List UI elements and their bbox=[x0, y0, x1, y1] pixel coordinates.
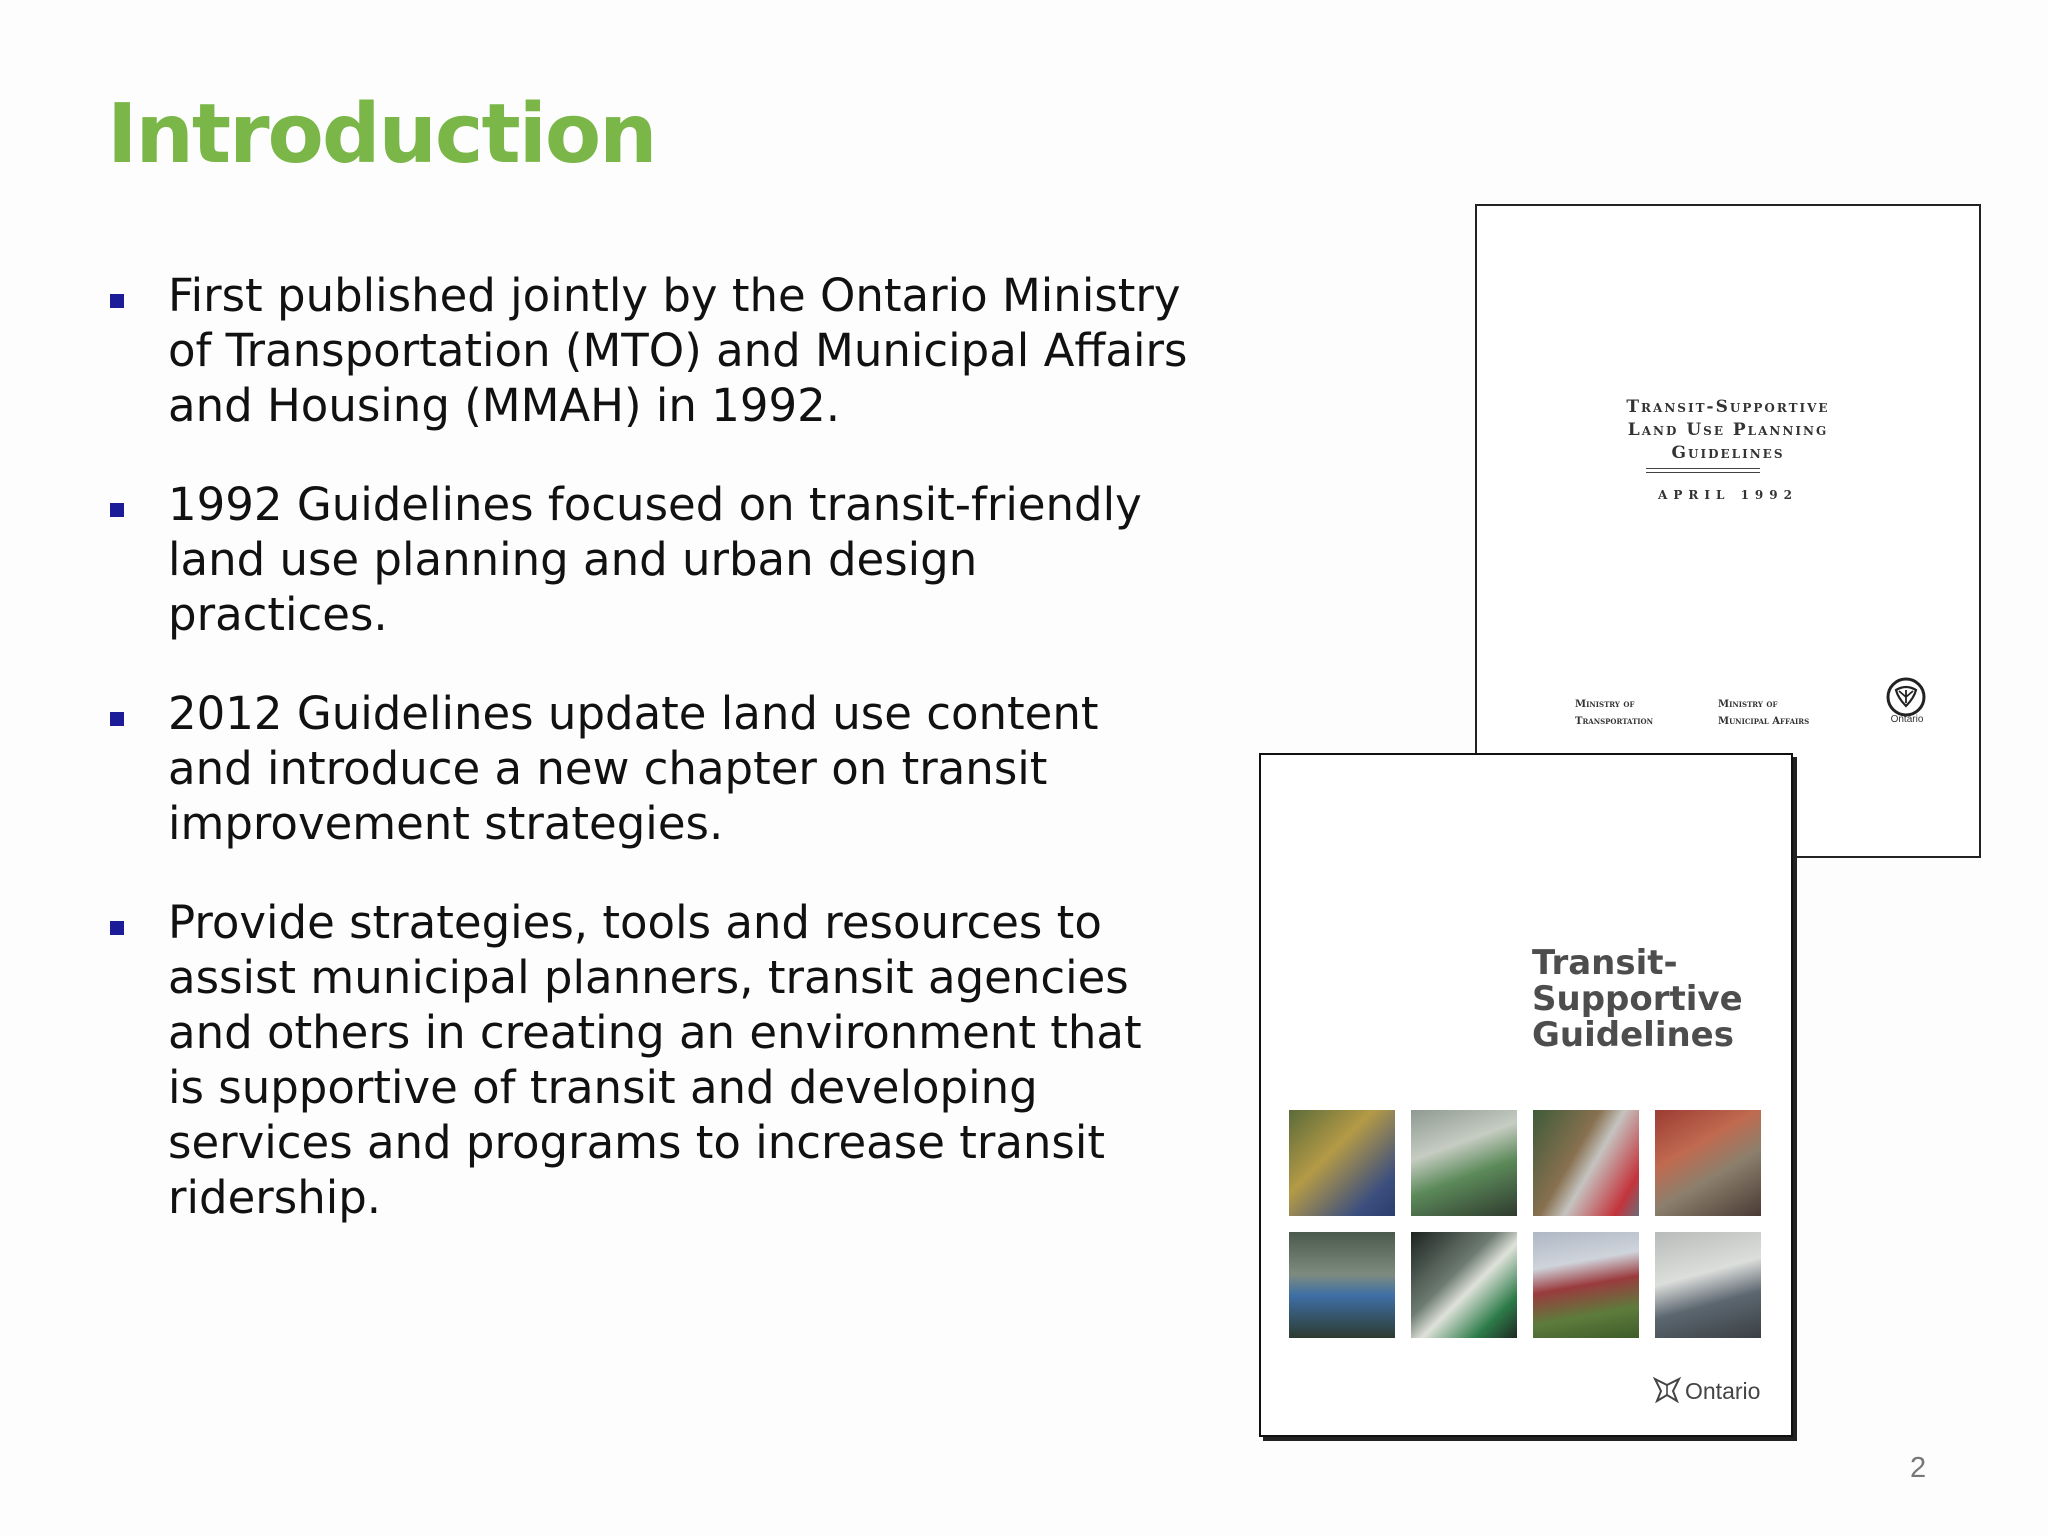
square-bullet-icon bbox=[110, 294, 124, 308]
photo-transit-worker bbox=[1289, 1110, 1395, 1216]
photo-bus-boarding bbox=[1533, 1110, 1639, 1216]
ontario-logo bbox=[1651, 1375, 1760, 1405]
photo-light-rail bbox=[1533, 1232, 1639, 1338]
cover-1992-divider bbox=[1646, 468, 1760, 469]
square-bullet-icon bbox=[110, 921, 124, 935]
ministry-label-line: Ministry of bbox=[1575, 699, 1635, 710]
cover-2012-title: Transit- Supportive Guidelines bbox=[1532, 943, 1743, 1055]
cover-1992-title bbox=[1477, 396, 1979, 465]
bullet-item bbox=[108, 268, 1188, 433]
cover-1992-title-line: Guidelines bbox=[1671, 443, 1785, 463]
ontario-trillium-icon bbox=[1651, 1375, 1683, 1403]
photo-transit-shelter bbox=[1289, 1232, 1395, 1338]
square-bullet-icon bbox=[110, 503, 124, 517]
cover-2012-guidelines bbox=[1259, 753, 1793, 1437]
ontario-trillium-icon bbox=[1885, 676, 1927, 718]
bullet-text: 2012 Guidelines update land use content and introduce a new chapter on transit improvement strategies. bbox=[168, 687, 1099, 850]
photo-grid bbox=[1289, 1110, 1761, 1338]
ministry-municipal-affairs-label bbox=[1718, 696, 1809, 730]
slide-title: Introduction bbox=[107, 87, 656, 182]
bullet-item bbox=[108, 686, 1188, 851]
ministry-transportation-label bbox=[1575, 696, 1653, 730]
cover-1992-title-line: Land Use Planning bbox=[1627, 420, 1829, 440]
ministry-label-line: Ministry of bbox=[1718, 699, 1778, 710]
bullet-text: First published jointly by the Ontario Ministry of Transportation (MTO) and Municipal Affairs and Housing (MMAH) in 1992. bbox=[168, 269, 1188, 432]
bullet-item bbox=[108, 895, 1188, 1225]
photo-commuter-train bbox=[1411, 1232, 1517, 1338]
bullet-text: 1992 Guidelines focused on transit-friendly land use planning and urban design practices. bbox=[168, 478, 1142, 641]
bullet-item bbox=[108, 477, 1188, 642]
cover-1992-divider bbox=[1646, 472, 1760, 473]
square-bullet-icon bbox=[110, 712, 124, 726]
photo-street-pedestrians bbox=[1655, 1110, 1761, 1216]
ministry-label-line: Transportation bbox=[1575, 716, 1654, 727]
ontario-logo-text: Ontario bbox=[1685, 1378, 1761, 1404]
photo-city-bus bbox=[1655, 1232, 1761, 1338]
ministry-label-line: Municipal Affairs bbox=[1718, 716, 1810, 727]
cover-1992-date: APRIL 1992 bbox=[1658, 488, 1798, 502]
cover-1992-title-line: Transit-Supportive bbox=[1626, 397, 1830, 417]
ontario-logo-text: Ontario bbox=[1890, 714, 1924, 725]
bullet-text: Provide strategies, tools and resources to assist municipal planners, transit agencies and others in creating an environment that is supportive of transit and developing services and programs to increase transit ridership. bbox=[168, 896, 1142, 1224]
page-number: 2 bbox=[1910, 1452, 1927, 1484]
photo-fare-card-reader bbox=[1411, 1110, 1517, 1216]
bullet-list bbox=[108, 268, 1188, 1269]
